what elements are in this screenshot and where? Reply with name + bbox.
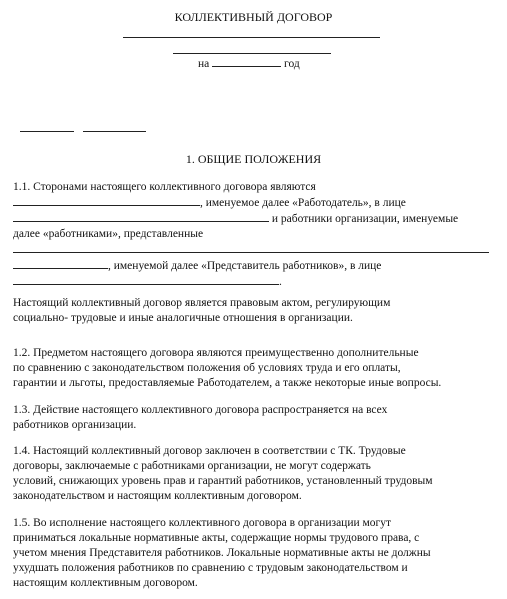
paragraph-1-3: 1.3. Действие настоящего коллективного договора распространяется на всех работников организации.	[13, 404, 388, 431]
paragraph-1-1	[13, 180, 498, 290]
p1-1-line1: 1.1. Сторонами настоящего коллективного договора являются	[13, 181, 316, 193]
p1-1-line3: и работники организации, именуемые	[13, 211, 498, 227]
document-title: КОЛЛЕКТИВНЫЙ ДОГОВОР	[174, 10, 333, 24]
p1-1-line5	[13, 242, 498, 258]
year-blank[interactable]	[212, 56, 281, 67]
p1-1-line6: , именуемой далее «Представитель работников», в лице	[13, 258, 498, 274]
representative-name-blank[interactable]	[13, 258, 108, 269]
employer-name-blank[interactable]	[13, 195, 200, 206]
date-line	[198, 56, 300, 72]
paragraph-1-4: 1.4. Настоящий коллективный договор заключен в соответствии с ТК. Трудовые договоры, заключаемые с работниками организации, не могут содержать условий, снижающих уровень прав и гарантий работников, установленный трудовым законодательством и настоящим коллективным договором.	[13, 445, 433, 502]
paragraph-1-2: 1.2. Предметом настоящего договора являются преимущественно дополнительные по сравнению с законодательством положения об условиях труда и его оплаты, гарантии и льготы, предоставляемые Работодателем, а также некоторые иные вопросы.	[13, 347, 442, 389]
representative-person-blank[interactable]	[13, 274, 279, 285]
workers-representative-blank[interactable]	[13, 242, 489, 253]
p1-1-line7: .	[13, 274, 498, 290]
date-prefix: на	[198, 58, 210, 70]
organization-name-blank[interactable]	[123, 37, 380, 38]
p1-1-line2: , именуемое далее «Работодатель», в лице	[13, 195, 498, 211]
date-suffix: год	[284, 58, 300, 70]
date-day-blank[interactable]	[20, 131, 74, 132]
paragraph-1-5: 1.5. Во исполнение настоящего коллективного договора в организации могут приниматься локальные нормативные акты, содержащие нормы трудового права, с учетом мнения Представителя работников. Локальные нормативные акты не должны ухудшать положения работников по сравнению с трудовым законодательством и настоящим коллективным договором.	[13, 517, 431, 589]
employer-representative-blank[interactable]	[13, 211, 269, 222]
section-heading: 1. ОБЩИЕ ПОЛОЖЕНИЯ	[185, 152, 322, 166]
p1-1-line4: далее «работниками», представленные	[13, 228, 204, 240]
date-month-blank[interactable]	[83, 131, 146, 132]
paragraph-intro: Настоящий коллективный договор является правовым актом, регулирующим социально- трудовые и иные аналогичные отношения в организации.	[13, 297, 391, 324]
place-blank[interactable]	[173, 53, 331, 54]
